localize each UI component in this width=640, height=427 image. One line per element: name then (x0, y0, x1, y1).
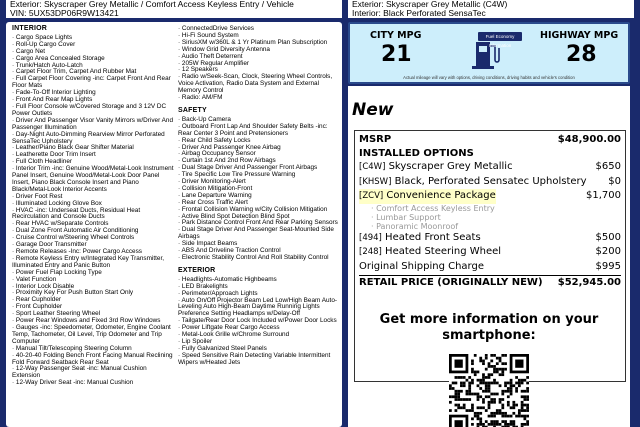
feature-item: · Full Carpet Floor Covering -inc: Carpet Front And Rear Floor Mats (12, 75, 171, 90)
feature-item: · Lip Spoiler (178, 337, 213, 345)
package-item: · Panoramic Moonroof (371, 221, 459, 231)
option-name: Heated Front Seats (385, 231, 481, 243)
feature-item: · Curtain 1st And 2nd Row Airbags (178, 157, 276, 165)
feature-item: · Sport Leather Steering Wheel (12, 310, 101, 318)
feature-item: · Rear Cupholder (12, 296, 62, 304)
option-name: Convenience Package (386, 190, 496, 201)
feature-item: · 12 Speakers (178, 66, 218, 74)
feature-item: · Power Rear Windows and Fixed 3rd Row Windows (12, 317, 161, 325)
feature-item: · Power Liftgate Rear Cargo Access (178, 324, 280, 332)
option-code: [ZCV] (359, 191, 384, 201)
option-price: $500 (595, 231, 621, 243)
feature-item: · Garage Door Transmitter (12, 241, 87, 249)
fuel-economy-box (348, 22, 630, 84)
feature-item: · Rear Child Safety Locks (178, 136, 251, 144)
feature-item: · ConnectedDrive Services (178, 25, 255, 32)
feature-item: · Frontal Collision Warning w/City Collision Mitigation (178, 205, 328, 213)
option-code: [KHSW] (359, 176, 392, 187)
city-mpg-value: 21 (381, 42, 412, 67)
feature-item: · Cargo Net (12, 47, 46, 55)
highway-mpg-label: HIGHWAY MPG (540, 30, 619, 41)
feature-item: · Interior Lock Disable (12, 282, 75, 290)
feature-item: · Window Grid Diversity Antenna (178, 45, 270, 53)
feature-item: · Roll-Up Cargo Cover (12, 40, 76, 48)
shipping-label: Original Shipping Charge (359, 260, 484, 272)
feature-item: · Driver Foot Rest (12, 192, 63, 200)
feature-item: · Day-Night Auto-Dimming Rearview Mirror Perforated SensaTec Upholstery (12, 130, 165, 145)
feature-item: · Full Cloth Headliner (12, 158, 73, 166)
feature-item: · Interior Trim -inc: Genuine Wood/Metal-Look Instrument Panel Insert, Genuine Wood/Metal-Look Door Panel Insert, Piano Black Console Insert and Piano Black/Metal-Look Interior Accents (12, 165, 174, 193)
price-panel (348, 86, 630, 427)
feature-item: · Fully Galvanized Steel Panels (178, 344, 267, 352)
feature-item: · Full Floor Console w/Covered Storage and 3 12V DC Power Outlets (12, 102, 167, 117)
retail-price-row (359, 276, 621, 290)
feature-item: · Park Distance Control Front And Rear Parking Sensors (178, 219, 338, 227)
highway-mpg-value: 28 (566, 42, 597, 67)
package-item: · Comfort Access Keyless Entry (371, 203, 495, 213)
feature-item: · Front Cupholder (12, 303, 63, 311)
feature-item: · Cargo Space Lights (12, 33, 73, 41)
feature-item: · Auto On/Off Projector Beam Led Low/High Beam Auto-Leveling Auto High-Beam Daytime Running Lights Preference Setting Headlamps w/Delay-Off (178, 296, 338, 318)
feature-item: · Trunk/Hatch Auto-Latch (12, 61, 83, 69)
retail-label: RETAIL PRICE (ORIGINALLY NEW) (359, 277, 543, 288)
feature-item: · Collision Mitigation-Front (178, 184, 253, 192)
option-row (359, 189, 621, 204)
feature-item: · SiriusXM w/360L & 1 Yr Platinum Plan Subscription (178, 38, 328, 46)
feature-item: · Hi-Fi Sound System (178, 31, 239, 39)
exterior-line: Exterior: Skyscraper Grey Metallic (C4W) (352, 0, 508, 9)
feature-item: · Airbag Occupancy Sensor (178, 150, 256, 158)
features-column-2 (178, 26, 340, 427)
option-row (359, 231, 621, 246)
section-heading: EXTERIOR (178, 266, 216, 274)
feature-item: · LED Brakelights (178, 282, 228, 290)
feature-item: · Tailgate/Rear Door Lock Included w/Power Door Locks (178, 317, 337, 325)
feature-item: · Proximity Key For Push Button Start Only (12, 289, 134, 297)
feature-item: · Illuminated Locking Glove Box (12, 199, 102, 207)
feature-item: · Driver And Passenger Visor Vanity Mirrors w/Driver And Passenger Illumination (12, 116, 173, 131)
features-column-1 (12, 26, 174, 427)
city-mpg-label: CITY MPG (370, 30, 422, 41)
feature-item: · Radio w/Seek-Scan, Clock, Steering Wheel Controls, Voice Activation, Radio Data System and External Memory Control (178, 73, 333, 95)
option-name: Skyscraper Grey Metallic (388, 161, 513, 172)
option-price: $650 (595, 161, 621, 172)
feature-item: · Headlights-Automatic Highbeams (178, 275, 277, 283)
feature-item: · Rear Cross Traffic Alert (178, 198, 248, 206)
feature-item: · Radio: AM/FM (178, 94, 223, 102)
option-price: $200 (595, 246, 621, 257)
section-heading: SAFETY (178, 106, 207, 114)
feature-item: · 12-Way Passenger Seat -inc: Manual Cushion Extension (12, 365, 147, 380)
feature-item: · Dual Zone Front Automatic Air Conditioning (12, 227, 139, 235)
feature-item: · Lane Departure Warning (178, 191, 252, 199)
msrp-value: $48,900.00 (557, 134, 621, 145)
feature-item: · Speed Sensitive Rain Detecting Variable Intermittent Wipers w/Heated Jets (178, 351, 331, 366)
msrp-row (359, 133, 621, 147)
feature-item: · Outboard Front Lap And Shoulder Safety Belts -inc: Rear Center 3 Point and Pretensioners (178, 122, 328, 137)
option-name: Black, Perforated Sensatec Upholstery (394, 175, 587, 187)
shipping-value: $995 (595, 260, 621, 272)
feature-item: · Leather/Piano Black Gear Shifter Material (12, 144, 134, 152)
option-row (359, 160, 621, 175)
fuel-economy-badge: Fuel Economy Information (478, 32, 522, 41)
feature-item: · Valet Function (12, 275, 57, 283)
mpg-fine-print: Actual mileage will vary with options, driving conditions, driving habits and vehicle's condition (403, 75, 575, 80)
feature-item: · Remote Keyless Entry w/Integrated Key Transmitter, Illuminated Entry and Panic Button (12, 254, 165, 269)
feature-item: · Carpet Floor Trim, Carpet And Rubber Mat (12, 68, 137, 76)
feature-item: · Cruise Control w/Steering Wheel Controls (12, 234, 135, 242)
features-panel (6, 22, 342, 427)
feature-item: · Cargo Area Concealed Storage (12, 54, 105, 62)
feature-item: · 12-Way Driver Seat -inc: Manual Cushion (12, 379, 134, 387)
feature-item: · Perimeter/Approach Lights (178, 289, 258, 297)
more-info-text: Get more information on your smartphone: (379, 312, 599, 343)
feature-item: · ABS And Driveline Traction Control (178, 247, 281, 255)
interior-line: Interior: Black Perforated SensaTec (352, 9, 486, 18)
feature-item: · Manual Tilt/Telescoping Steering Column (12, 344, 132, 352)
feature-item: · Power Fuel Flap Locking Type (12, 268, 102, 276)
feature-item: · Tire Specific Low Tire Pressure Warning (178, 171, 296, 179)
section-heading: INTERIOR (12, 25, 48, 32)
shipping-row (359, 260, 621, 274)
feature-item: · Back-Up Camera (178, 115, 231, 123)
feature-item: · Metal-Look Grille w/Chrome Surround (178, 331, 290, 339)
feature-item: · Driver And Passenger Knee Airbag (178, 143, 281, 151)
msrp-label: MSRP (359, 134, 392, 145)
price-box (354, 130, 626, 382)
new-label: New (352, 100, 394, 120)
feature-item: · Leatherette Door Trim Insert (12, 151, 96, 159)
vehicle-header-right (348, 0, 634, 18)
option-row (359, 175, 621, 190)
feature-item: · Electronic Stability Control And Roll Stability Control (178, 254, 329, 261)
feature-item: · Driver Monitoring-Alert (178, 178, 246, 186)
feature-item: · Gauges -inc: Speedometer, Odometer, Engine Coolant Temp, Tachometer, Oil Level, Trip Odometer and Trip Computer (12, 323, 171, 345)
retail-value: $52,945.00 (557, 277, 621, 288)
option-row (359, 245, 621, 260)
option-price: $1,700 (586, 190, 621, 201)
vehicle-header-left (6, 0, 342, 18)
installed-options-heading: INSTALLED OPTIONS (359, 147, 474, 159)
feature-item: · 40-20-40 Folding Bench Front Facing Manual Reclining Fold Forward Seatback Rear Seat (12, 351, 173, 366)
feature-item: · Active Blind Spot Detection Blind Spot (178, 212, 290, 220)
feature-item: · 205W Regular Amplifier (178, 59, 250, 67)
feature-item: · Side Impact Beams (178, 240, 238, 248)
feature-item: · Dual Stage Driver And Passenger Front Airbags (178, 164, 318, 172)
vin-line: VIN: 5UX53DP06R9W13421 (10, 9, 119, 18)
qr-code[interactable] (449, 354, 529, 427)
feature-item: · Fade-To-Off Interior Lighting (12, 89, 96, 97)
option-name: Heated Steering Wheel (385, 246, 502, 257)
option-price: $0 (608, 175, 621, 187)
feature-item: · Front And Rear Map Lights (12, 96, 93, 104)
feature-item: · HVAC -inc: Underseat Ducts, Residual Heat Recirculation and Console Ducts (12, 206, 141, 221)
feature-item: · Audio Theft Deterrent (178, 52, 243, 60)
header-left-line1: Exterior: Skyscraper Grey Metallic / Comfort Access Keyless Entry / Vehicle (10, 0, 294, 9)
feature-item: · Rear HVAC w/Separate Controls (12, 220, 109, 228)
feature-item: · Remote Releases -Inc: Power Cargo Access (12, 248, 142, 255)
option-code: [494] (359, 232, 382, 243)
feature-item: · Dual Stage Driver And Passenger Seat-Mounted Side Airbags (178, 226, 334, 241)
option-code: [248] (359, 247, 382, 257)
option-code: [C4W] (359, 162, 386, 172)
package-item: · Lumbar Support (371, 212, 441, 222)
